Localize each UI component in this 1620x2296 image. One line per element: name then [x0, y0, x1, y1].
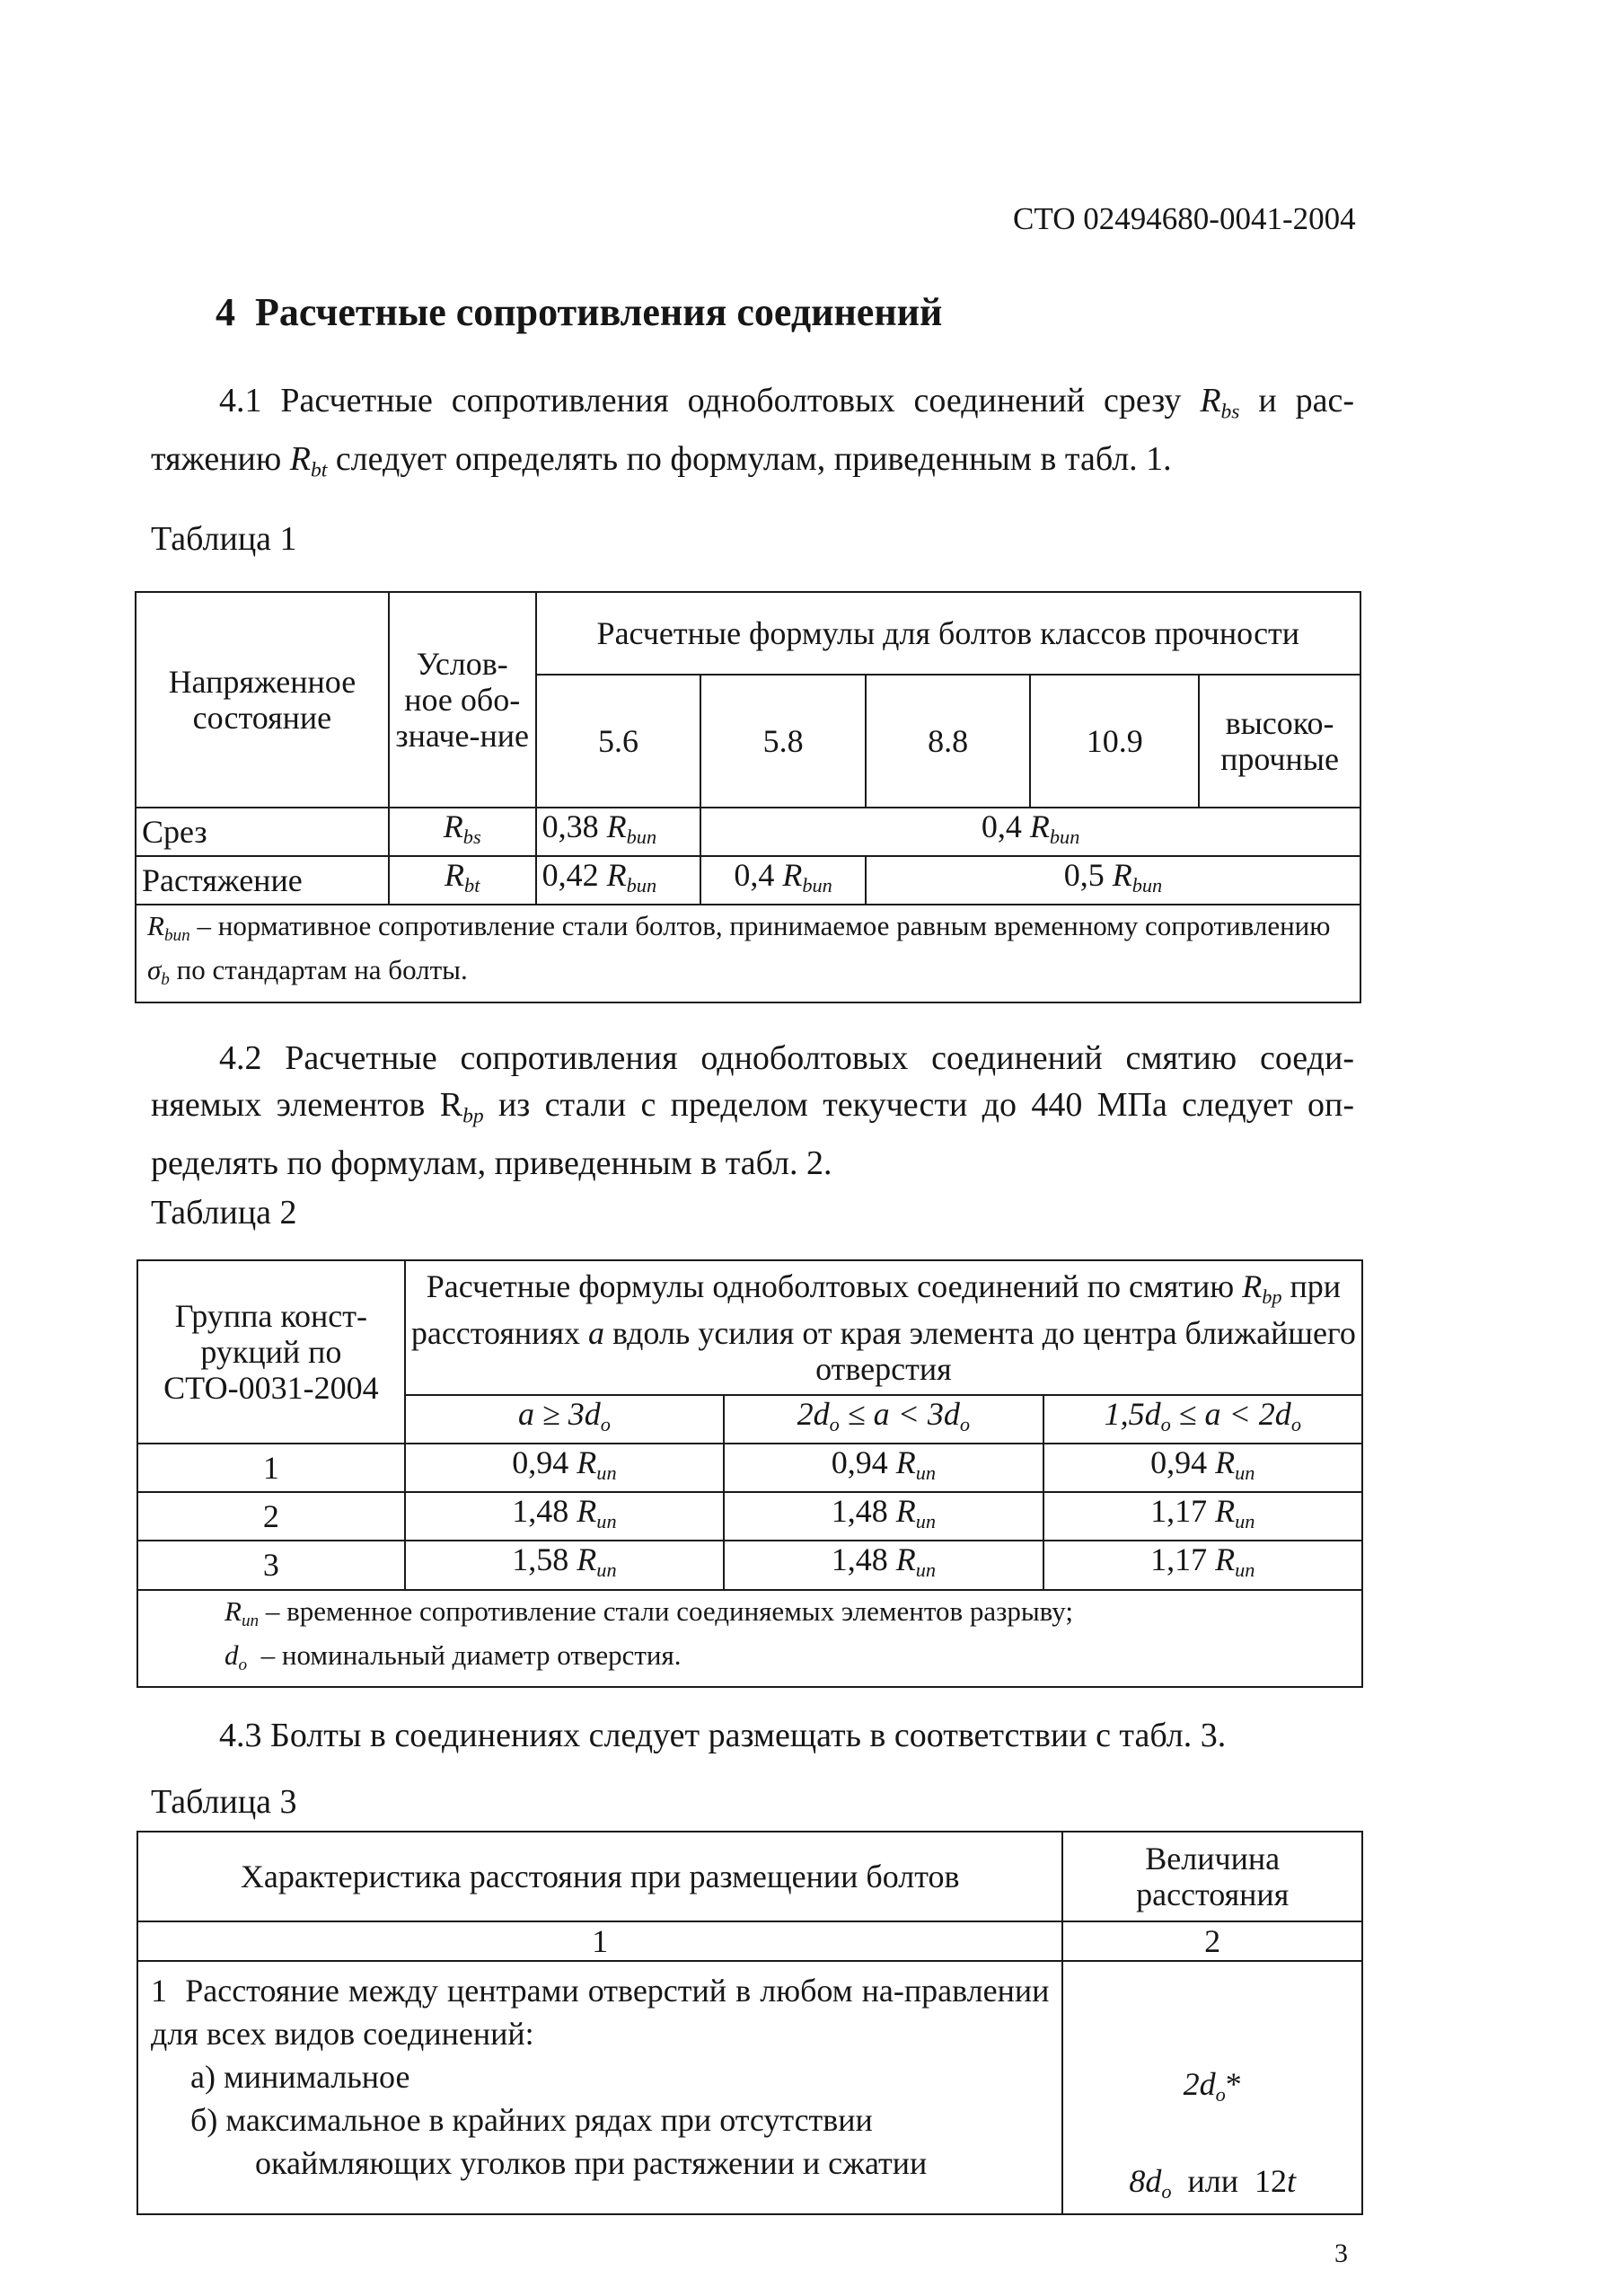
text: и рас-тяжению [151, 382, 1354, 478]
table-note-row [136, 905, 1360, 1002]
table-row [137, 1961, 1362, 2214]
text: 4.1 Расчетные сопротивления одноболтовых соединений срезу [219, 382, 1201, 419]
symbol: R [606, 857, 627, 894]
note-line [225, 1594, 1351, 1638]
symbol: R [577, 1541, 597, 1578]
condition: ≤ a < 3d [839, 1396, 960, 1432]
class-high-strength: высоко-прочные [1199, 675, 1360, 808]
subscript: un [915, 1510, 937, 1533]
symbol: R [1215, 1444, 1236, 1481]
text: 4.2 Расчетные сопротивления одноболтовых соединений смятию соеди-няемых элементов R [151, 1039, 1354, 1124]
group-number: 3 [137, 1541, 405, 1589]
formula-cell [700, 808, 1360, 856]
document-code: СТО 02494680-0041-2004 [1013, 201, 1356, 236]
subscript: o [959, 1413, 971, 1436]
text: – временное сопротивление стали соединяемых элементов разрыву; [259, 1594, 1073, 1627]
row-symbol [389, 856, 536, 905]
subscript: bun [626, 826, 657, 849]
symbol: R [895, 1541, 916, 1578]
formula-cell [724, 1492, 1043, 1541]
condition-3 [1043, 1395, 1362, 1444]
row-state: Растяжение [136, 856, 389, 905]
symbol: a [588, 1315, 604, 1352]
class-8-8: 8.8 [866, 675, 1031, 808]
subscript: un [596, 1510, 617, 1533]
symbol: R [606, 808, 627, 844]
symbol: R [1029, 808, 1050, 844]
subscript: bt [310, 458, 328, 482]
subscript: o [829, 1413, 840, 1436]
table-row [136, 808, 1360, 856]
row-1-item-b: б) максимальное в крайних рядах при отсутствии [190, 2102, 873, 2138]
row-number: 1 [151, 1973, 167, 2009]
subscript: un [596, 1559, 617, 1582]
subscript: un [1235, 1559, 1255, 1582]
subscript: bun [1131, 874, 1163, 897]
symbol: R [895, 1493, 916, 1530]
text: Расчетные формулы одноболтовых соединений по смятию [426, 1267, 1243, 1304]
symbol: R [443, 808, 463, 844]
group-number: 2 [137, 1492, 405, 1541]
table-note-row [137, 1590, 1362, 1687]
text: при расстояниях [410, 1267, 1342, 1352]
header-group: Группа конст-рукций по СТО-0031-2004 [137, 1260, 405, 1444]
table-3-caption: Таблица 3 [151, 1783, 297, 1821]
symbol: 2d [1183, 2066, 1216, 2102]
row-symbol [389, 808, 536, 856]
symbol: R [1200, 382, 1221, 419]
subscript: o [238, 1655, 248, 1674]
symbol: R [577, 1493, 597, 1530]
coefficient: 0,38 [541, 808, 607, 844]
section-number: 4 [216, 290, 235, 334]
text: из стали с пределом текучести до 440 МПа следует оп-ределять по формулам, приведенным в табл. 2. [151, 1086, 1354, 1182]
symbol: R [225, 1594, 242, 1627]
section-title: Расчетные сопротивления соединений [255, 290, 943, 334]
table-2 [136, 1259, 1363, 1688]
note-line [225, 1638, 1351, 1682]
table-row [136, 856, 1360, 905]
formula-cell [1043, 1541, 1362, 1589]
coefficient: 1,58 [512, 1541, 577, 1578]
formula-cell [724, 1541, 1043, 1589]
coefficient: 1,17 [1150, 1541, 1216, 1578]
value-minimum [1069, 2062, 1356, 2116]
header-stress-state: Напряженное состояние [136, 592, 389, 808]
symbol: R [1242, 1267, 1263, 1304]
row-1-item-b-continued: окаймляющих уголков при растяжении и сжатии [255, 2145, 928, 2181]
symbol: R [445, 857, 465, 894]
subscript: bun [1049, 826, 1080, 849]
formula-cell [405, 1444, 724, 1492]
coefficient: 0,4 [734, 857, 783, 894]
text: – нормативное сопротивление стали болтов, принимаемое равным временному сопротивлению [189, 910, 1331, 942]
formula-cell [866, 856, 1360, 905]
formula-cell [1043, 1492, 1362, 1541]
coefficient: 0,42 [541, 857, 607, 894]
subscript: bs [1220, 400, 1240, 424]
symbol: R [1112, 857, 1132, 894]
subscript: un [241, 1611, 260, 1630]
subscript: bs [462, 826, 481, 849]
class-5-6: 5.6 [536, 675, 701, 808]
formula-cell [536, 856, 701, 905]
text: или 12 [1171, 2163, 1287, 2200]
header-formulas [405, 1260, 1362, 1395]
table-1-note [136, 905, 1360, 1002]
table-row [137, 1444, 1362, 1492]
row-1-text [151, 1969, 1049, 2055]
condition: 2d [797, 1396, 830, 1432]
text: следует определять по формулам, приведенным в табл. 1. [327, 439, 1172, 478]
value-maximum [1069, 2159, 1356, 2213]
text: вдоль усилия от края элемента до центра ближайшего отверстия [604, 1315, 1356, 1388]
column-number-2: 2 [1062, 1921, 1362, 1961]
subscript: un [915, 1461, 937, 1485]
table-row [137, 1541, 1362, 1589]
symbol: σ [147, 954, 162, 986]
header-symbol: Услов-ное обо-значе-ние [389, 592, 536, 808]
symbol: R [289, 439, 311, 478]
class-10-9: 10.9 [1030, 675, 1199, 808]
subscript: o [1161, 2180, 1172, 2203]
coefficient: 0,94 [1150, 1444, 1216, 1481]
subscript: b [161, 970, 170, 990]
table-2-note [137, 1590, 1362, 1687]
symbol: R [895, 1444, 916, 1481]
section-heading [216, 289, 942, 335]
header-value: Величина расстояния [1062, 1832, 1362, 1921]
coefficient: 0,5 [1063, 857, 1113, 894]
coefficient: 0,94 [831, 1444, 896, 1481]
column-number-1: 1 [137, 1921, 1062, 1961]
text: – номинальный диаметр отверстия. [247, 1638, 682, 1671]
subscript: un [596, 1461, 617, 1485]
subscript: un [915, 1559, 937, 1582]
table-1-caption: Таблица 1 [151, 520, 297, 558]
condition-2 [724, 1395, 1043, 1444]
formula-cell [700, 856, 866, 905]
symbol: R [577, 1444, 597, 1481]
header-characteristic: Характеристика расстояния при размещении болтов [137, 1832, 1062, 1921]
subscript: un [1235, 1510, 1255, 1533]
text: Расстояние между центрами отверстий в любом на-правлении для всех видов соединений: [151, 1973, 1050, 2052]
subscript: o [600, 1413, 611, 1436]
symbol: R [782, 857, 803, 894]
paragraph-4-3 [151, 1712, 1354, 1759]
condition: ≤ a < 2d [1170, 1396, 1291, 1432]
subscript: bun [626, 874, 657, 897]
subscript: bun [163, 926, 190, 946]
coefficient: 1,48 [831, 1493, 896, 1530]
formula-cell [405, 1541, 724, 1589]
coefficient: 1,48 [831, 1541, 896, 1578]
subscript: bp [1262, 1285, 1282, 1309]
row-state: Срез [136, 808, 389, 856]
header-formulas: Расчетные формулы для болтов классов прочности [536, 592, 1360, 675]
page-number: 3 [1334, 2239, 1348, 2268]
row-1-item-a: а) минимальное [190, 2059, 410, 2095]
table-1 [135, 591, 1361, 1003]
condition: 1,5d [1104, 1396, 1161, 1432]
paragraph-4-2 [151, 1035, 1354, 1187]
subscript: o [1215, 2083, 1226, 2106]
subscript: un [1235, 1461, 1255, 1485]
subscript: bp [462, 1104, 484, 1128]
subscript: o [1160, 1413, 1171, 1436]
text: 4.3 Болты в соединениях следует размещать в соответствии с табл. 3. [219, 1717, 1227, 1754]
table-2-caption: Таблица 2 [151, 1194, 297, 1232]
coefficient: 0,4 [981, 808, 1030, 844]
coefficient: 1,48 [512, 1493, 577, 1530]
symbol: d [225, 1638, 239, 1671]
symbol: 8d [1129, 2163, 1162, 2200]
symbol: R [1215, 1493, 1236, 1530]
text: по стандартам на болты. [169, 954, 468, 986]
formula-cell [536, 808, 701, 856]
symbol: t [1287, 2163, 1297, 2200]
group-number: 1 [137, 1444, 405, 1492]
table-3 [136, 1831, 1363, 2215]
symbol: R [147, 910, 164, 942]
spacer [1069, 2116, 1356, 2159]
spacer [1069, 2019, 1356, 2062]
table-row [137, 1492, 1362, 1541]
paragraph-4-1 [151, 377, 1354, 493]
subscript: bun [802, 874, 832, 897]
asterisk: * [1225, 2066, 1242, 2102]
row-1-description [137, 1961, 1062, 2214]
class-5-8: 5.8 [700, 675, 866, 808]
coefficient: 0,94 [512, 1444, 577, 1481]
formula-cell [724, 1444, 1043, 1492]
subscript: o [1290, 1413, 1301, 1436]
formula-cell [1043, 1444, 1362, 1492]
subscript: bt [464, 874, 480, 897]
symbol: R [1215, 1541, 1236, 1578]
condition: a ≥ 3d [517, 1396, 601, 1432]
row-1-values [1062, 1961, 1362, 2214]
coefficient: 1,17 [1150, 1493, 1216, 1530]
formula-cell [405, 1492, 724, 1541]
condition-1 [405, 1395, 724, 1444]
